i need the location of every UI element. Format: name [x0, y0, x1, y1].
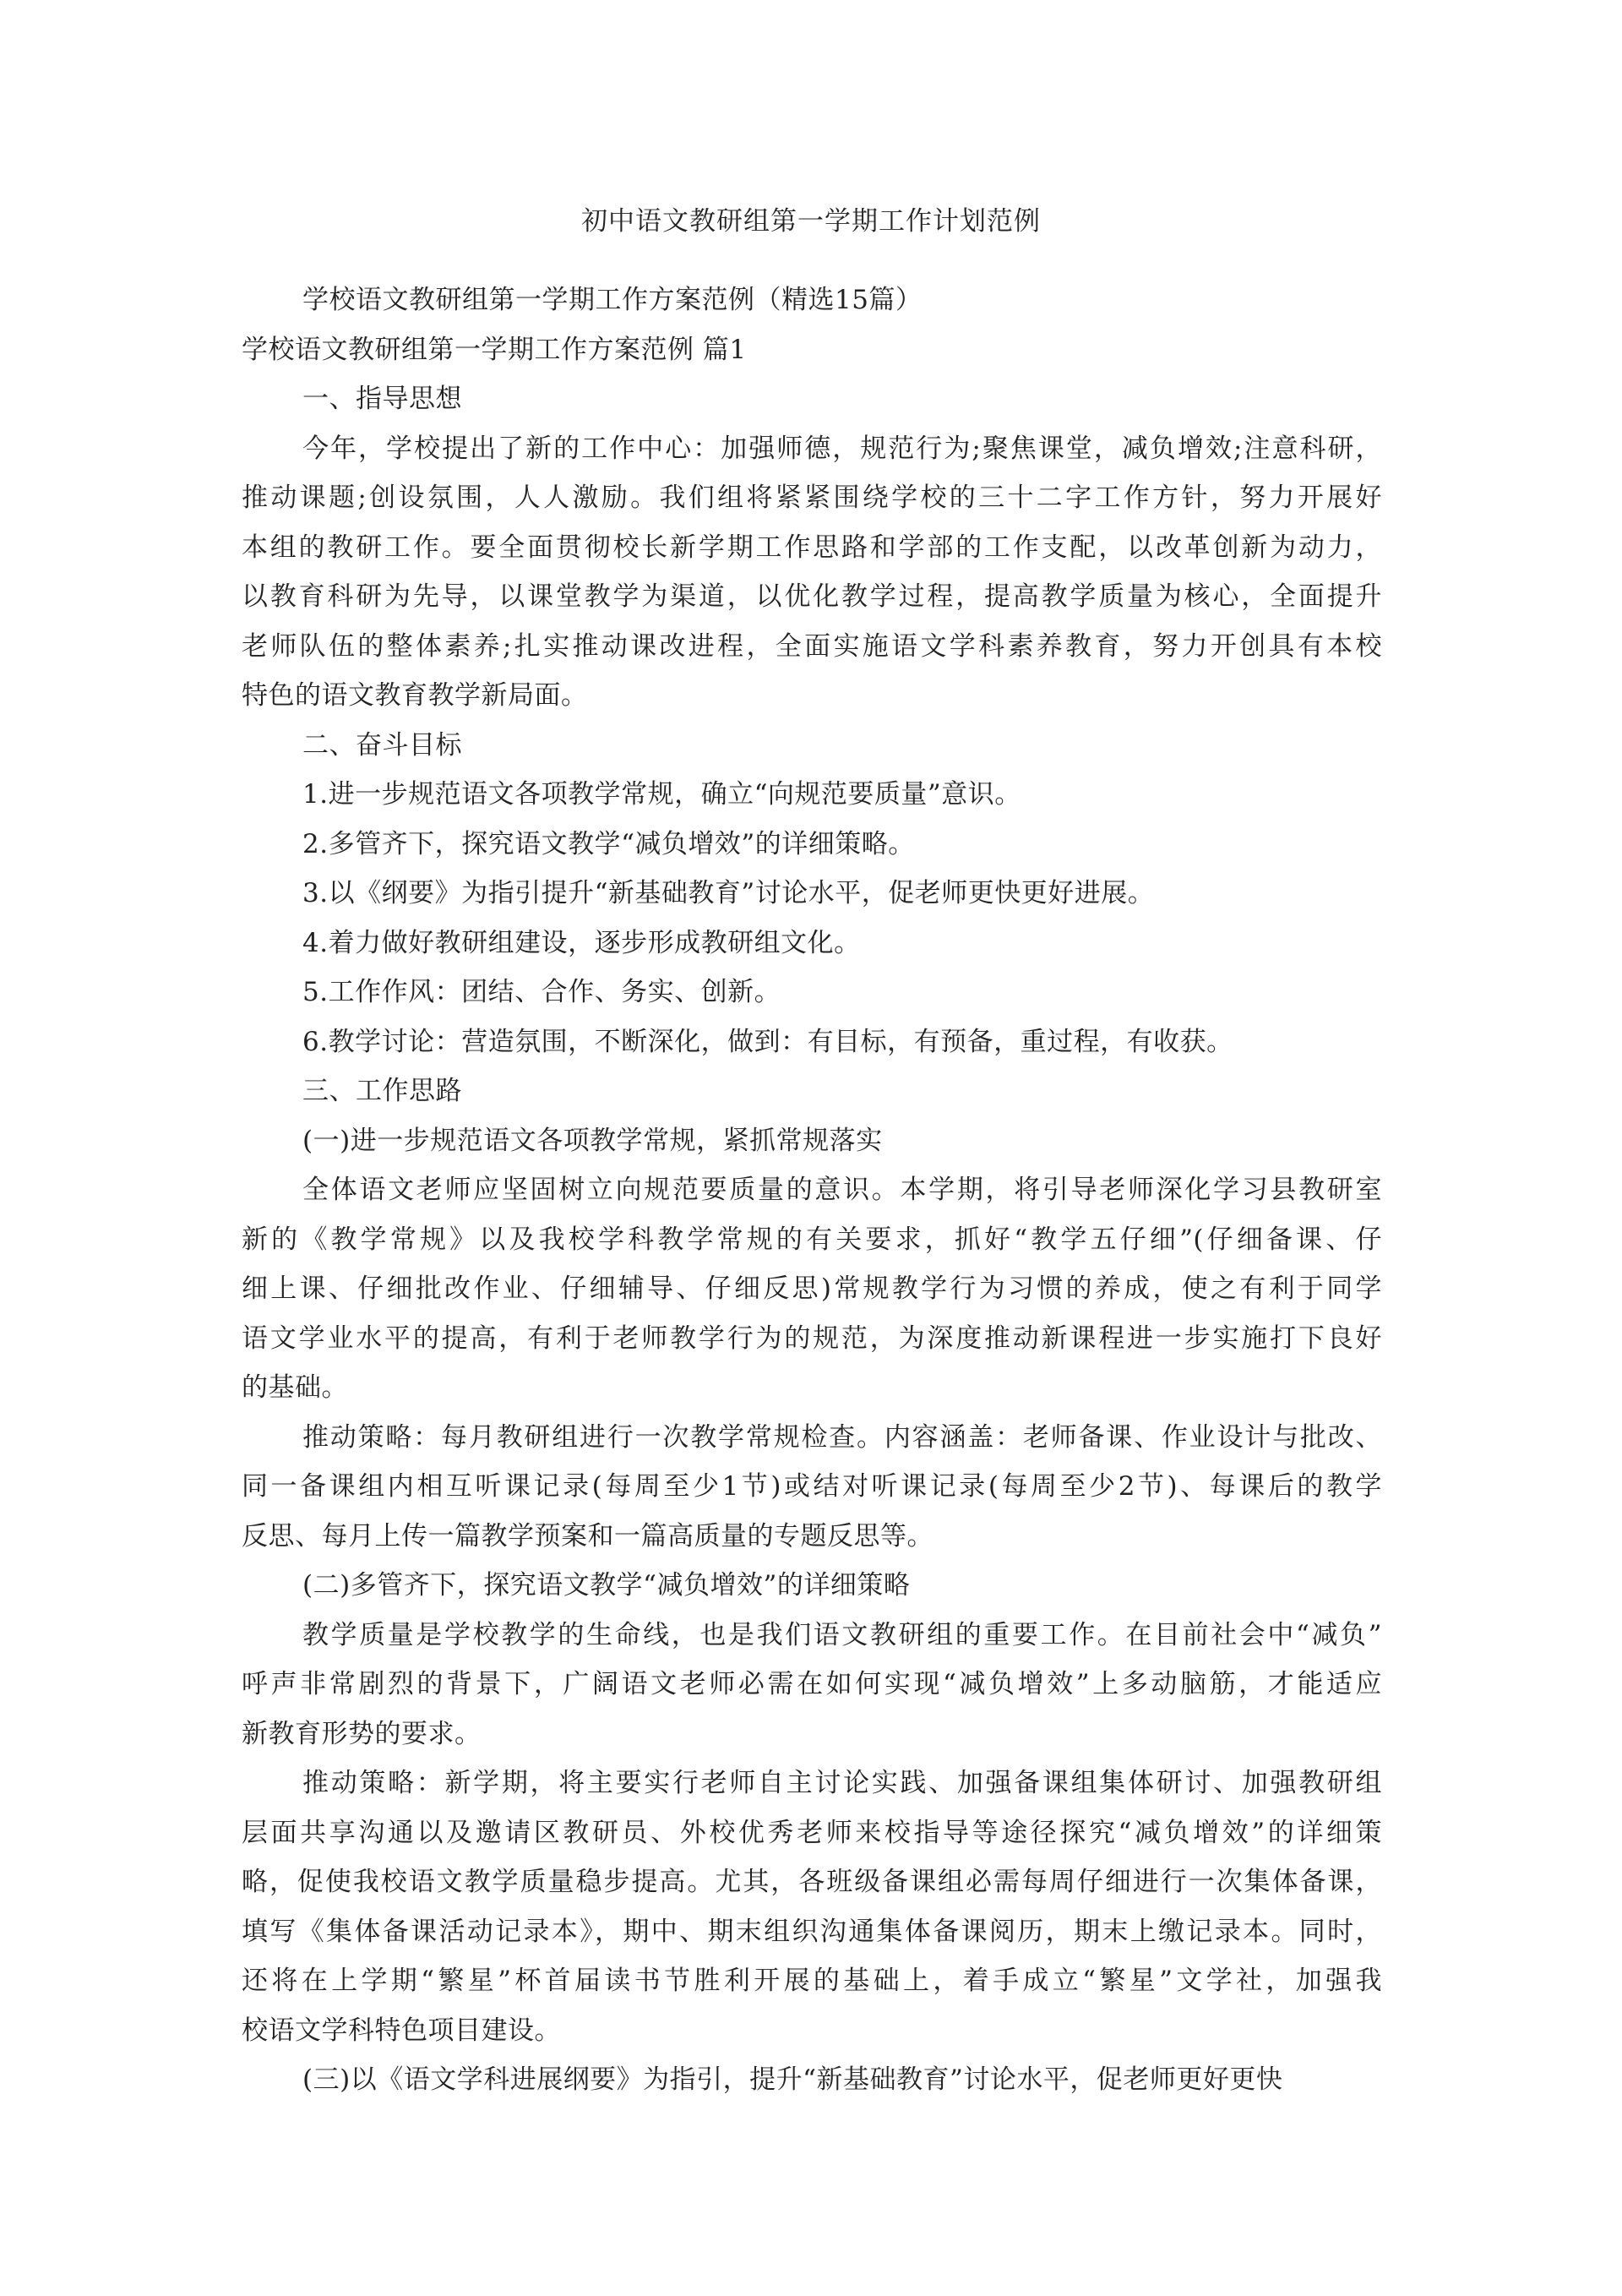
text-line: 2.多管齐下，探究语文教学“减负增效”的详细策略。: [302, 828, 915, 859]
text-line: 老师队伍的整体素养;扎实推动课改进程，全面实施语文学科素养教育，努力开创具有本校: [242, 630, 1382, 662]
text-line: 新教育形势的要求。: [242, 1718, 482, 1749]
text-line: (一)进一步规范语文各项教学常规，紧抓常规落实: [302, 1125, 883, 1156]
text-line: 推动课题;创设氛围，人人激励。我们组将紧紧围绕学校的三十二字工作方针，努力开展好: [242, 483, 1382, 513]
text-line: 呼声非常剧烈的背景下，广阔语文老师必需在如何实现“减负增效”上多动脑筋，才能适应: [242, 1669, 1382, 1699]
text-line: 反思、每月上传一篇教学预案和一篇高质量的专题反思等。: [242, 1520, 933, 1552]
text-line: 本组的教研工作。要全面贯彻校长新学期工作思路和学部的工作支配，以改革创新为动力，: [242, 532, 1382, 563]
text-line: 1.进一步规范语文各项教学常规，确立“向规范要质量”意识。: [302, 779, 1021, 810]
text-line: 教学质量是学校教学的生命线，也是我们语文教研组的重要工作。在目前社会中“减负”: [302, 1619, 1382, 1650]
text-line: 层面共享沟通以及邀请区教研员、外校优秀老师来校指导等途径探究“减负增效”的详细策: [242, 1817, 1382, 1848]
text-line: 学校语文教研组第一学期工作方案范例（精选15篇）: [302, 285, 923, 315]
text-line: (三)以《语文学科进展纲要》为指引，提升“新基础教育”讨论水平，促老师更好更快: [302, 2064, 1283, 2095]
text-line: 4.着力做好教研组建设，逐步形成教研组文化。: [302, 927, 861, 958]
text-line: 还将在上学期“繁星”杯首届读书节胜利开展的基础上，着手成立“繁星”文学社，加强我: [242, 1966, 1382, 1996]
text-line: 三、工作思路: [302, 1076, 462, 1106]
text-line: 填写《集体备课活动记录本》，期中、期末组织沟通集体备课阅历，期末上缴记录本。同时，: [242, 1916, 1382, 1947]
document-body: [242, 275, 1382, 2105]
text-line: 5.工作作风：团结、合作、务实、创新。: [302, 977, 781, 1007]
text-line: 一、指导思想: [302, 384, 462, 414]
text-line: 语文学业水平的提高，有利于老师教学行为的规范，为深度推动新课程进一步实施打下良好: [242, 1323, 1382, 1354]
text-line: 推动策略：新学期，将主要实行老师自主讨论实践、加强备课组集体研讨、加强教研组: [302, 1768, 1382, 1798]
text-line: 特色的语文教育教学新局面。: [242, 680, 588, 711]
text-line: 校语文学科特色项目建设。: [242, 2015, 561, 2046]
text-line: 以教育科研为先导，以课堂教学为渠道，以优化教学过程，提高教学质量为核心，全面提升: [242, 581, 1382, 612]
document-title: 初中语文教研组第一学期工作计划范例: [581, 206, 1041, 237]
text-line: 的基础。: [242, 1372, 348, 1403]
text-line: (二)多管齐下，探究语文教学“减负增效”的详细策略: [302, 1570, 911, 1601]
text-line: 略，促使我校语文教学质量稳步提高。尤其，各班级备课组必需每周仔细进行一次集体备课，: [242, 1867, 1382, 1897]
text-line: 推动策略：每月教研组进行一次教学常规检查。内容涵盖：老师备课、作业设计与批改、: [302, 1421, 1382, 1453]
text-line: 6.教学讨论：营造氛围，不断深化，做到：有目标，有预备，重过程，有收获。: [302, 1026, 1233, 1057]
text-line: 新的《教学常规》以及我校学科教学常规的有关要求，抓好“教学五仔细”(仔细备课、仔: [242, 1224, 1382, 1255]
text-line: 细上课、仔细批改作业、仔细辅导、仔细反思)常规教学行为习惯的养成，使之有利于同学: [242, 1273, 1382, 1304]
text-line: 今年，学校提出了新的工作中心：加强师德，规范行为;聚焦课堂，减负增效;注意科研，: [302, 433, 1382, 464]
text-line: 全体语文老师应坚固树立向规范要质量的意识。本学期，将引导老师深化学习县教研室: [302, 1175, 1382, 1205]
text-line: 学校语文教研组第一学期工作方案范例 篇1: [242, 334, 747, 365]
text-line: 同一备课组内相互听课记录(每周至少1节)或结对听课记录(每周至少2节)、每课后的教学: [242, 1471, 1382, 1502]
text-line: 二、奋斗目标: [302, 729, 462, 761]
text-line: 3.以《纲要》为指引提升“新基础教育”讨论水平，促老师更快更好进展。: [302, 878, 1155, 908]
